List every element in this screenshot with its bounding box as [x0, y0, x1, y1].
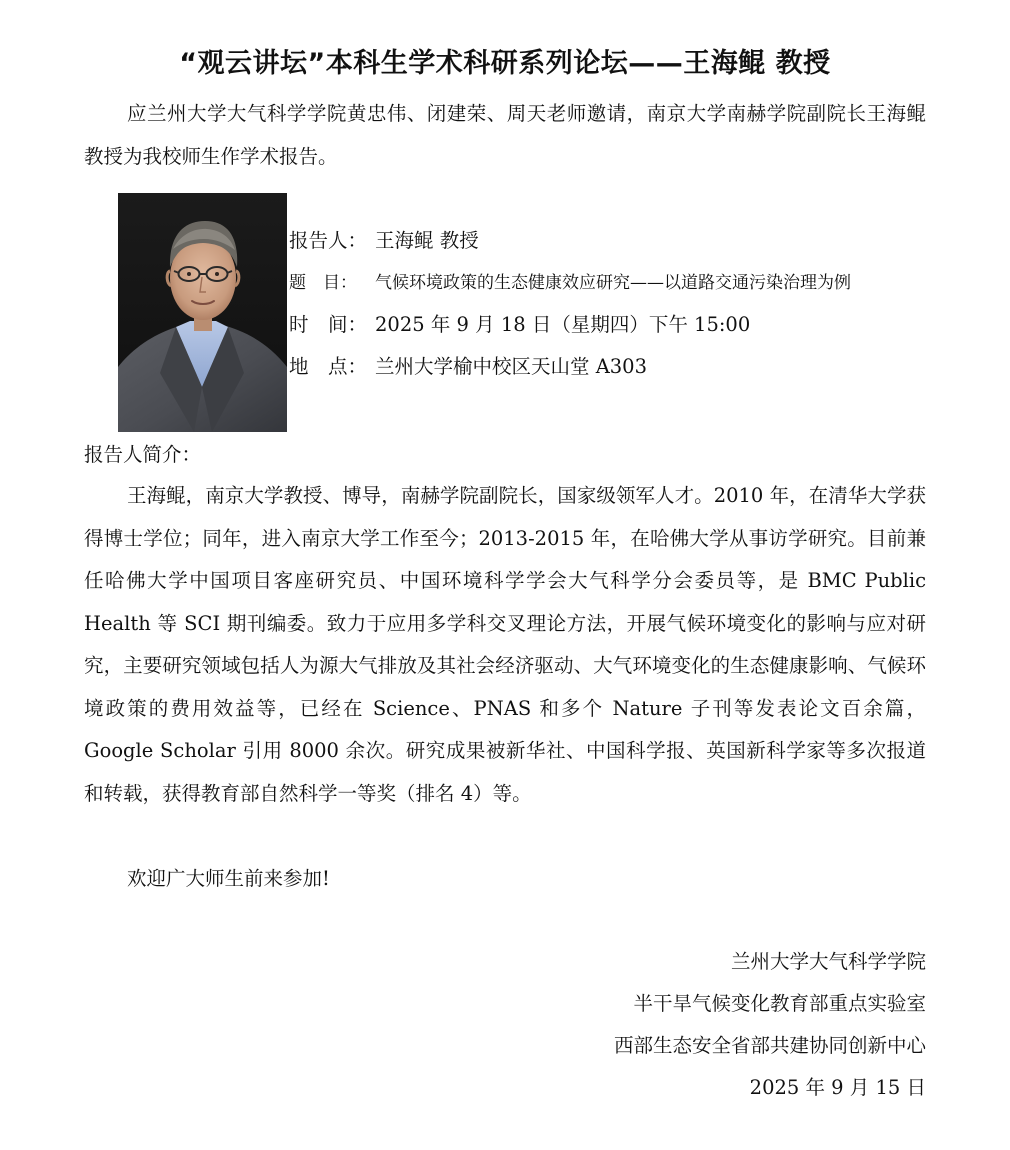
detail-value: 2025 年 9 月 18 日（星期四）下午 15:00 [375, 313, 751, 336]
detail-value: 兰州大学榆中校区天山堂 A303 [375, 355, 648, 378]
signature-line: 半干旱气候变化教育部重点实验室 [633, 992, 926, 1015]
bio-paragraph: 王海鲲，南京大学教授、博导，南赫学院副院长，国家级领军人才。2010 年，在清华大学获得博士学位；同年，进入南京大学工作至今；2013-2015 年，在哈佛大学从事访学研究。目前兼任哈佛大学中国项目客座研究员、中国环境科学学会大气科学分会委员等，是 BMC Public Health 等 SCI 期刊编委。致力于应用多学科交叉理论方法，开展气候环境变化的影响与应对研究，主要研究领域包括人为源大气排放及其社会经济驱动、大气环境变化的生态健康影响、气候环境政策的费用效益等，已经在 Science、PNAS 和多个 Nature 子刊等发表论文百余篇，Google Scholar 引用 8000 余次。研究成果被新华社、中国科学报、英国新科学家等多次报道和转载，获得教育部自然科学一等奖（排名 4）等。 [84, 484, 926, 805]
intro-paragraph: 应兰州大学大气科学学院黄忠伟、闭建荣、周天老师邀请，南京大学南赫学院副院长王海鲲教授为我校师生作学术报告。 [84, 102, 926, 168]
detail-time [289, 304, 929, 346]
detail-label: 时 间： [289, 313, 368, 336]
page-title: “观云讲坛”本科生学术科研系列论坛——王海鲲 教授 [179, 48, 831, 79]
detail-speaker [289, 220, 929, 262]
detail-label: 报告人： [289, 229, 368, 252]
signature-block [426, 941, 926, 1109]
talk-details [289, 220, 929, 388]
detail-label: 题 目： [289, 273, 357, 293]
detail-topic [289, 262, 929, 304]
signature-line: 西部生态安全省部共建协同创新中心 [613, 1034, 926, 1057]
speaker-photo [118, 193, 287, 432]
detail-location [289, 346, 929, 388]
bio-heading: 报告人简介： [84, 443, 202, 466]
detail-value: 王海鲲 教授 [375, 229, 479, 252]
detail-label: 地 点： [289, 355, 368, 378]
signature-date: 2025 年 9 月 15 日 [749, 1076, 926, 1099]
signature-line: 兰州大学大气科学学院 [730, 950, 926, 973]
welcome-text: 欢迎广大师生前来参加! [127, 867, 330, 890]
detail-value: 气候环境政策的生态健康效应研究——以道路交通污染治理为例 [375, 273, 851, 293]
